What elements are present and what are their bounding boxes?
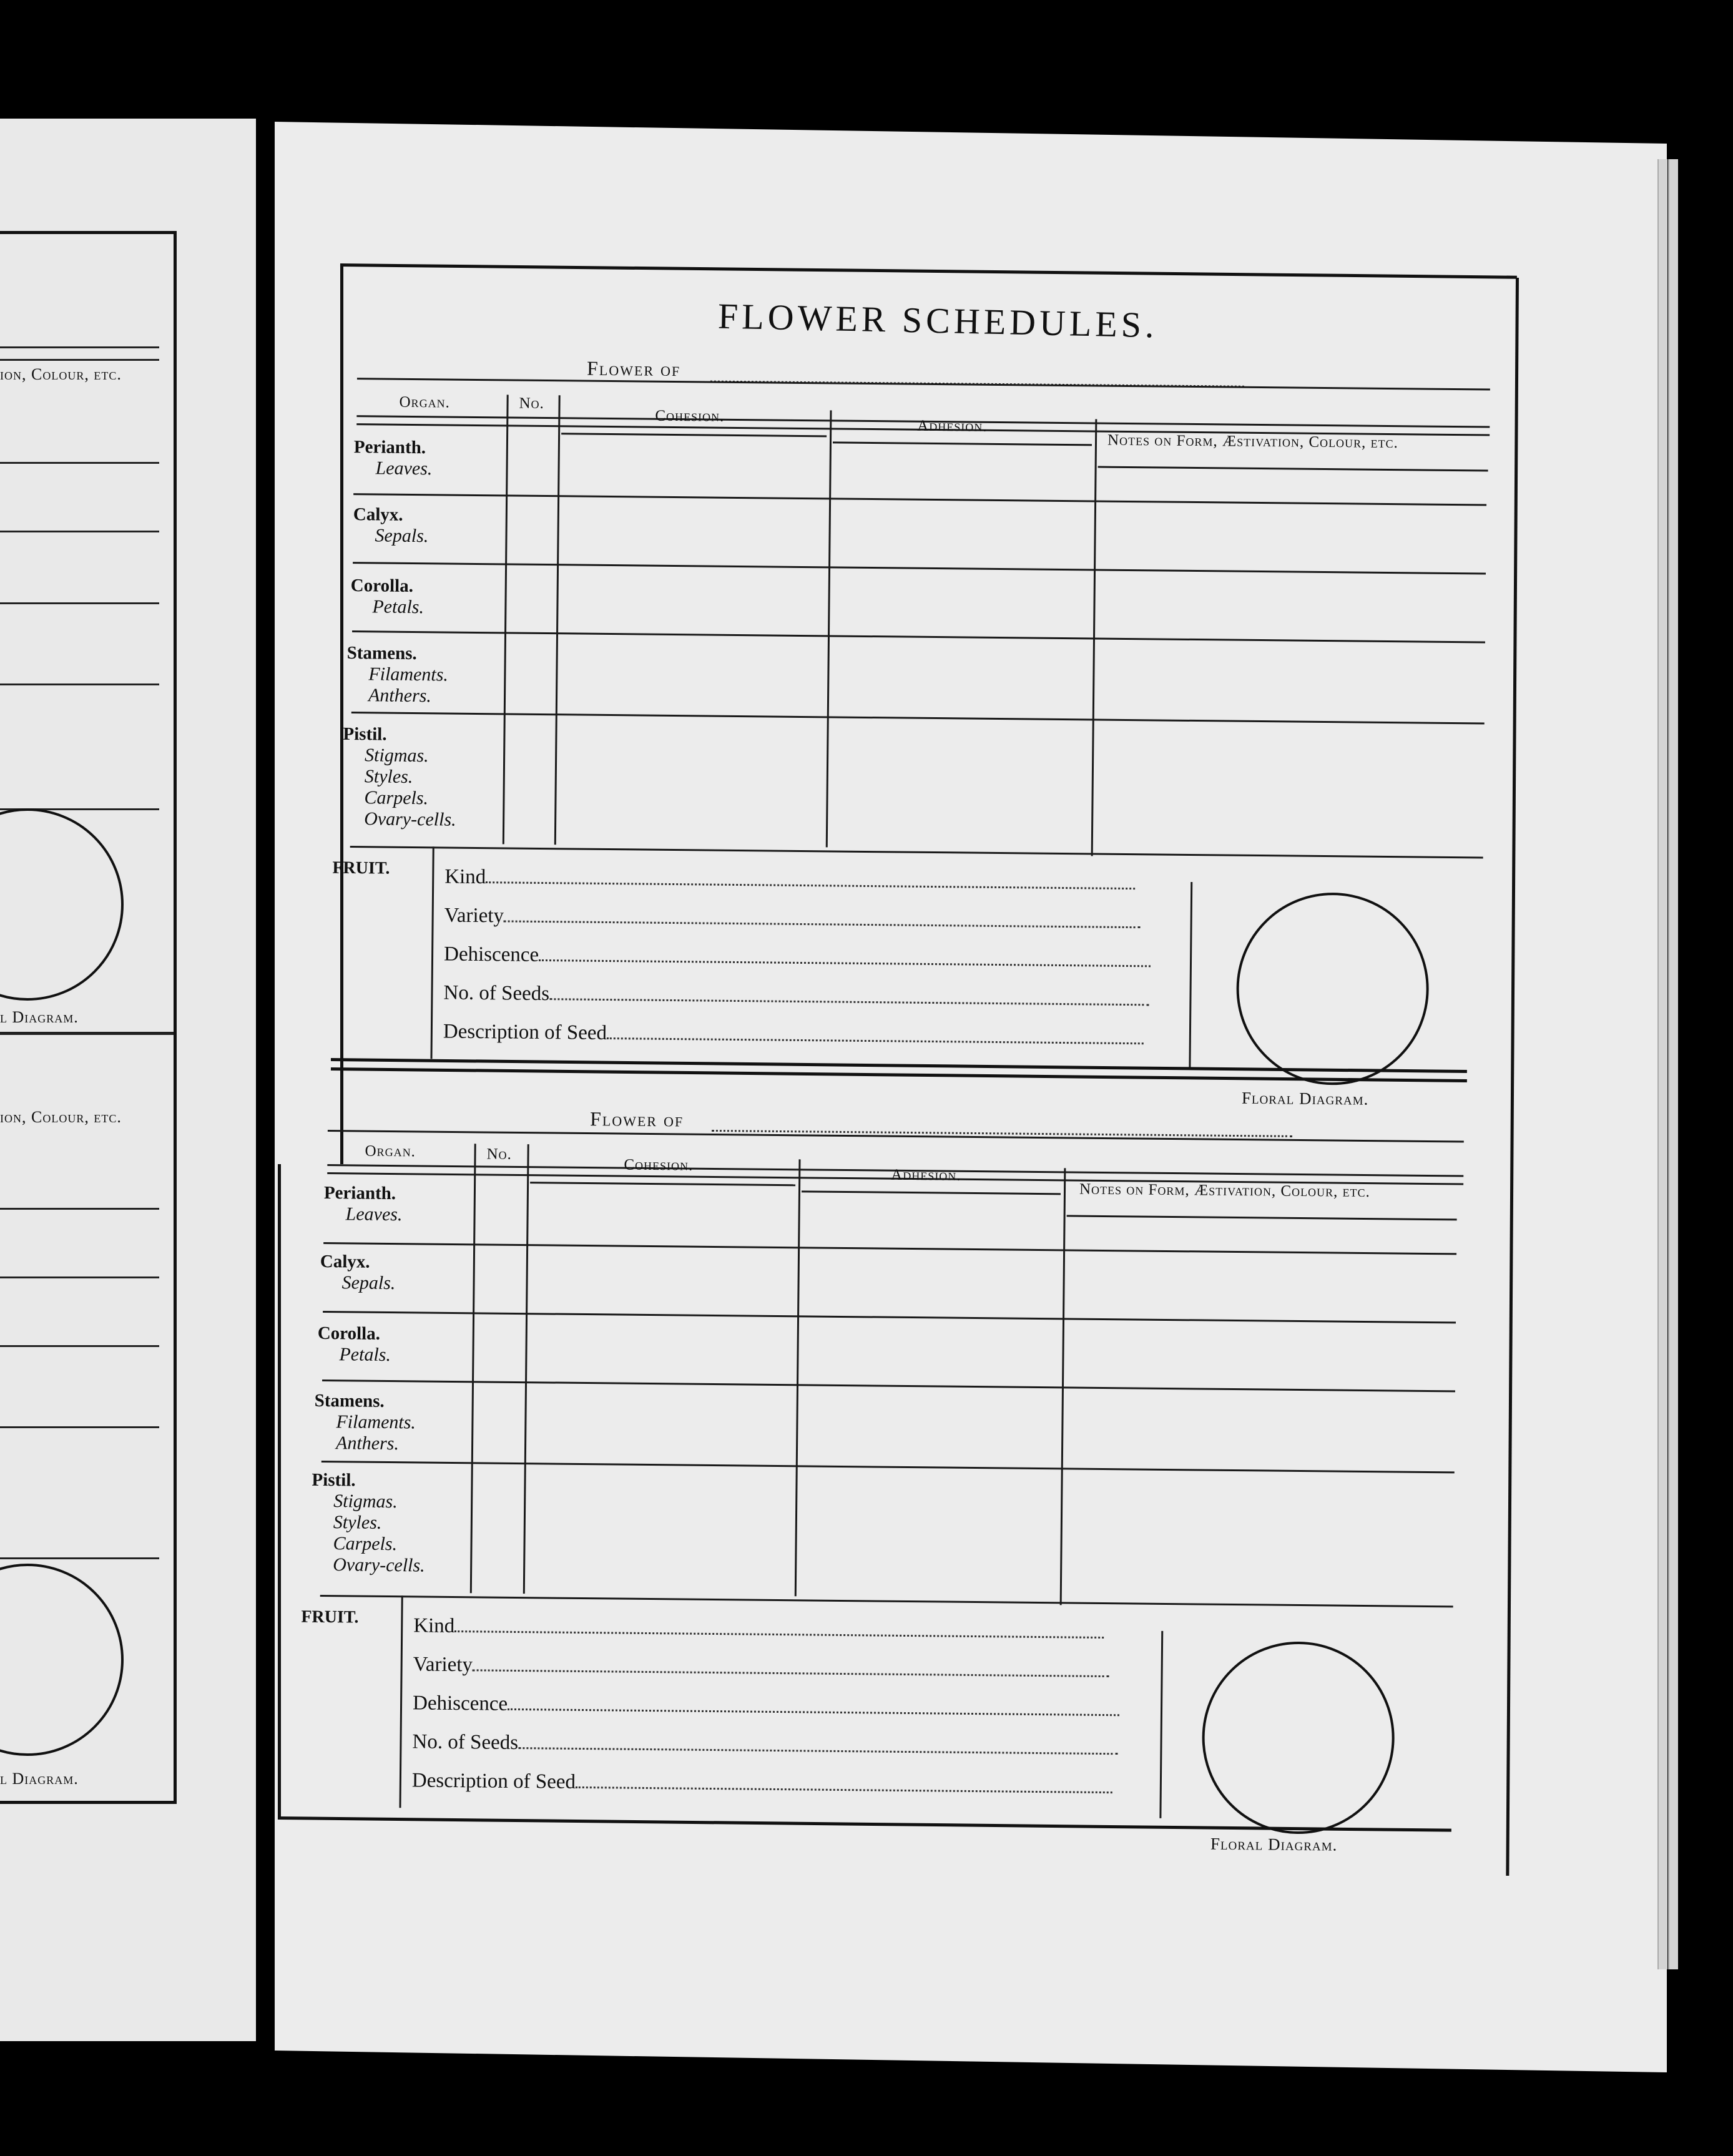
organ-row-stamens-2 [314, 1391, 416, 1455]
organ-header-2: Organ. [365, 1142, 416, 1160]
organ-part: Petals. [339, 1344, 391, 1366]
organ-row-corolla-2 [317, 1323, 391, 1366]
fruit-variety-1: Variety [444, 904, 1187, 949]
organ-part: Leaves. [345, 1203, 403, 1225]
left-floral-diagram-label-2: l Diagram. [0, 1770, 79, 1788]
organ-part: Stigmas. [333, 1491, 398, 1512]
left-notes-header-2: ion, Colour, etc. [0, 1108, 122, 1126]
fruit-description-2: Description of Seed [411, 1769, 1155, 1815]
organ-row-perianth-2 [323, 1183, 402, 1225]
organ-name: Calyx. [353, 504, 403, 525]
fruit-fields-2 [411, 1614, 1156, 1815]
fruit-seeds-1: No. of Seeds [443, 981, 1187, 1027]
no-header-1: No. [519, 394, 545, 412]
notes-header-1: Notes on Form, Æstivation, Colour, etc. [1107, 431, 1398, 452]
organ-name: Corolla. [350, 576, 414, 596]
fruit-variety-2: Variety [413, 1653, 1156, 1698]
fruit-seeds-2: No. of Seeds [412, 1730, 1156, 1776]
flower-of-label-1: Flower of [586, 356, 681, 381]
cohesion-header-2: Cohesion. [624, 1156, 694, 1174]
organ-part: Styles. [333, 1512, 382, 1533]
organ-part: Filaments. [368, 664, 449, 685]
organ-part: Petals. [372, 596, 425, 618]
floral-diagram-circle-2 [1201, 1641, 1395, 1835]
organ-part: Carpels. [364, 787, 429, 809]
organ-name: Pistil. [343, 723, 387, 745]
flower-of-label-2: Flower of [589, 1107, 684, 1131]
floral-diagram-label-2: Floral Diagram. [1210, 1834, 1338, 1855]
organ-row-pistil-2 [311, 1470, 426, 1577]
cohesion-header-1: Cohesion. [655, 407, 725, 425]
organ-name: Stamens. [314, 1390, 385, 1411]
organ-part: Ovary-cells. [364, 808, 456, 830]
organ-part: Stigmas. [364, 745, 429, 767]
organ-name: Pistil. [312, 1469, 356, 1491]
organ-name: Perianth. [323, 1182, 396, 1204]
organ-part: Sepals. [341, 1272, 396, 1294]
fruit-dehiscence-1: Dehiscence [444, 943, 1187, 988]
adhesion-header-2: Adhesion. [891, 1166, 961, 1184]
page-title: FLOWER SCHEDULES. [717, 295, 1159, 346]
organ-part: Anthers. [335, 1433, 400, 1454]
organ-part: Leaves. [375, 458, 433, 479]
fruit-description-1: Description of Seed [443, 1020, 1186, 1066]
floral-diagram-label-1: Floral Diagram. [1241, 1088, 1369, 1109]
left-notes-header-1: ion, Colour, etc. [0, 365, 122, 383]
notes-header-2: Notes on Form, Æstivation, Colour, etc. [1079, 1180, 1370, 1201]
organ-name: Perianth. [353, 437, 426, 458]
fruit-kind-1: Kind [444, 865, 1188, 911]
no-header-2: No. [486, 1145, 512, 1163]
fruit-label-1: FRUIT. [332, 858, 390, 878]
organ-part: Carpels. [333, 1533, 398, 1555]
organ-part: Ovary-cells. [333, 1554, 425, 1576]
organ-row-calyx-2 [320, 1252, 395, 1294]
organ-name: Corolla. [317, 1323, 381, 1344]
organ-name: Stamens. [346, 642, 417, 664]
organ-part: Styles. [364, 766, 413, 788]
adhesion-header-1: Adhesion. [917, 417, 988, 435]
organ-part: Sepals. [375, 525, 429, 547]
organ-header-1: Organ. [399, 393, 451, 411]
left-floral-diagram-label-1: l Diagram. [0, 1008, 79, 1026]
organ-part: Anthers. [368, 685, 432, 707]
organ-part: Filaments. [336, 1411, 416, 1433]
fruit-dehiscence-2: Dehiscence [413, 1692, 1156, 1737]
organ-name: Calyx. [320, 1251, 370, 1272]
fruit-label-2: FRUIT. [301, 1607, 359, 1627]
fruit-kind-2: Kind [413, 1614, 1157, 1660]
